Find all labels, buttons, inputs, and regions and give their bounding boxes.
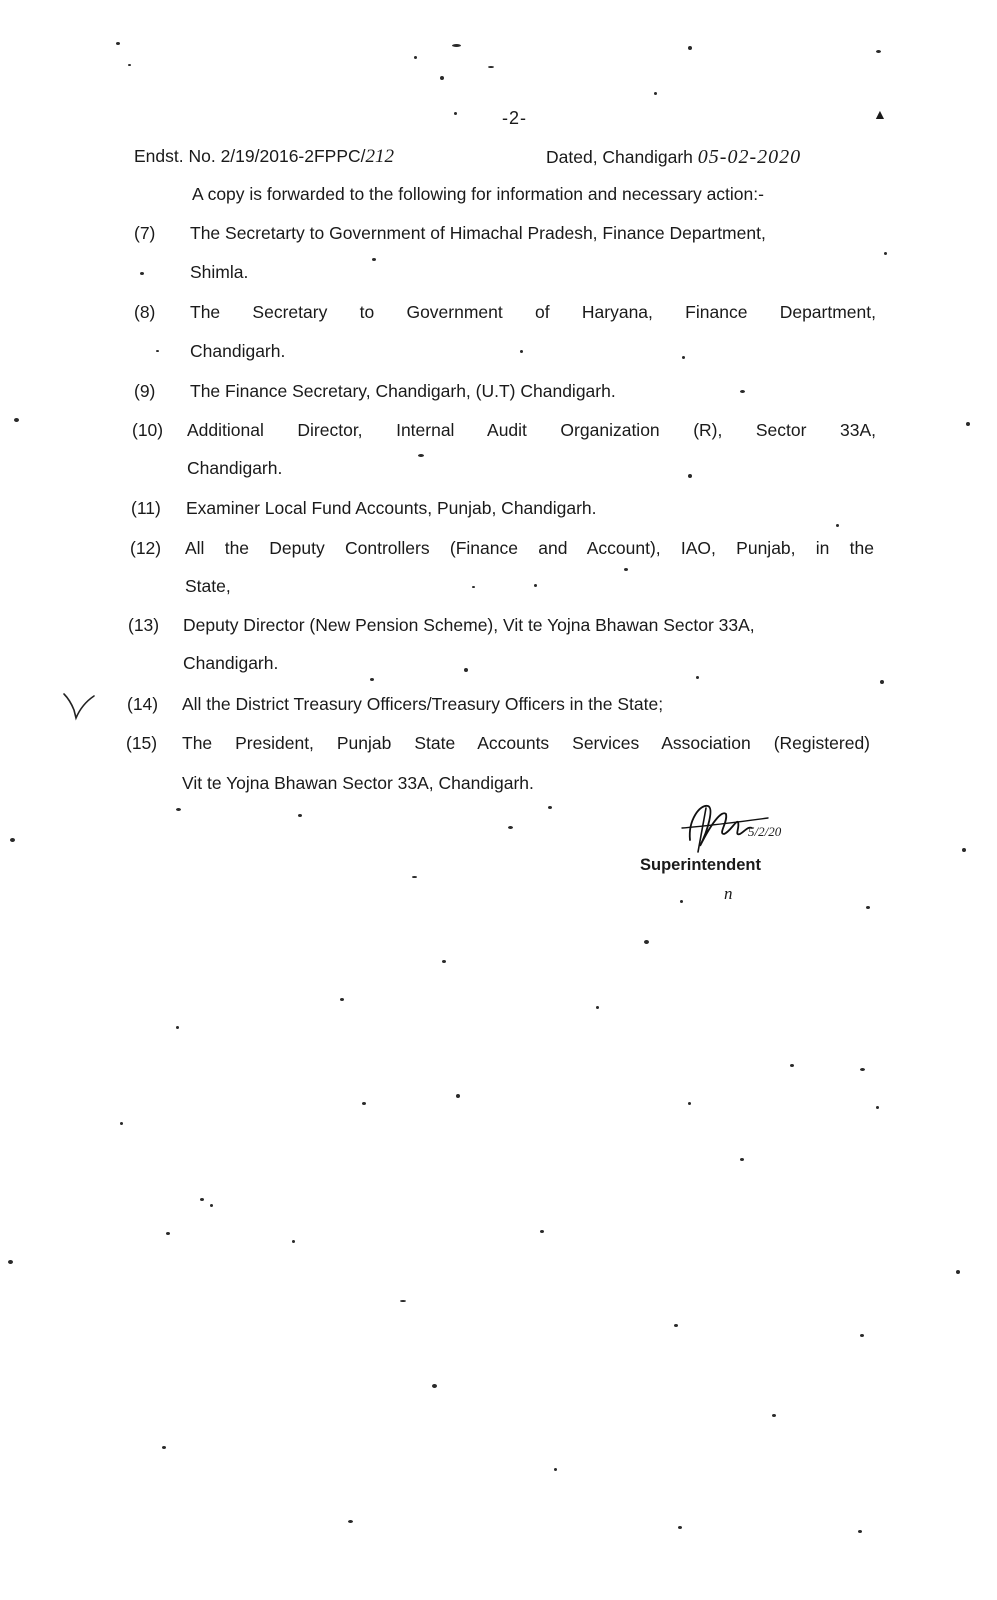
recipient-line: The Finance Secretary, Chandigarh, (U.T) Chandigarh. bbox=[190, 381, 616, 401]
endorsement-number-label: Endst. No. 2/19/2016-2FPPC/ bbox=[134, 146, 366, 166]
recipient-item bbox=[127, 694, 879, 718]
recipient-number: (14) bbox=[127, 694, 159, 714]
recipient-number: (10) bbox=[132, 420, 164, 440]
recipient-line: Examiner Local Fund Accounts, Punjab, Chandigarh. bbox=[186, 498, 597, 518]
recipient-number: (7) bbox=[134, 223, 156, 243]
endorsement-date bbox=[546, 146, 801, 169]
designation: Superintendent bbox=[640, 856, 762, 874]
recipient-line: Chandigarh. bbox=[190, 341, 286, 361]
recipient-item bbox=[128, 615, 880, 675]
endorsement-line bbox=[134, 146, 894, 170]
endorsement-number-handwritten: 212 bbox=[365, 146, 395, 167]
dated-handwritten: 05-02-2020 bbox=[697, 146, 802, 168]
signature-block bbox=[640, 800, 820, 903]
recipient-line: The Secretary to Government of Haryana, Finance Department, bbox=[190, 302, 876, 322]
recipient-number: (9) bbox=[134, 381, 156, 401]
recipient-line: Chandigarh. bbox=[183, 653, 279, 673]
recipient-number: (11) bbox=[131, 498, 161, 518]
recipient-line: The Secretarty to Government of Himachal Pradesh, Finance Department, bbox=[190, 223, 766, 243]
intro-text: A copy is forwarded to the following for information and necessary action:- bbox=[192, 184, 764, 204]
page-number: -2- bbox=[502, 108, 527, 128]
recipient-item bbox=[130, 538, 882, 598]
recipient-item bbox=[134, 223, 884, 283]
recipient-line: Additional Director, Internal Audit Organization (R), Sector 33A, bbox=[187, 420, 876, 440]
recipient-item bbox=[126, 733, 878, 793]
recipient-line: All the District Treasury Officers/Treasury Officers in the State; bbox=[182, 694, 664, 714]
recipient-item bbox=[134, 381, 884, 405]
recipient-number: (15) bbox=[126, 733, 158, 753]
recipient-line: Vit te Yojna Bhawan Sector 33A, Chandigarh. bbox=[182, 773, 534, 793]
endorsement-number bbox=[134, 146, 394, 168]
recipient-line: Shimla. bbox=[190, 262, 249, 282]
recipient-number: (13) bbox=[128, 615, 160, 635]
caret-mark: ▲ bbox=[873, 106, 887, 122]
recipient-item bbox=[132, 420, 884, 480]
recipient-line: The President, Punjab State Accounts Services Association (Registered) bbox=[182, 733, 870, 753]
recipient-number: (12) bbox=[130, 538, 162, 558]
recipient-item bbox=[131, 498, 883, 522]
recipient-line: Deputy Director (New Pension Scheme), Vit te Yojna Bhawan Sector 33A, bbox=[183, 615, 755, 635]
margin-tick-mark bbox=[62, 690, 96, 722]
recipient-line: All the Deputy Controllers (Finance and Account), IAO, Punjab, in the bbox=[185, 538, 874, 558]
recipient-line: Chandigarh. bbox=[187, 458, 283, 478]
recipient-number: (8) bbox=[134, 302, 156, 322]
signature-date: 5/2/20 bbox=[748, 824, 782, 839]
recipient-line: State, bbox=[185, 576, 231, 596]
initial-mark: n bbox=[724, 884, 733, 903]
recipient-item bbox=[134, 302, 884, 362]
dated-label: Dated, Chandigarh bbox=[546, 147, 693, 167]
